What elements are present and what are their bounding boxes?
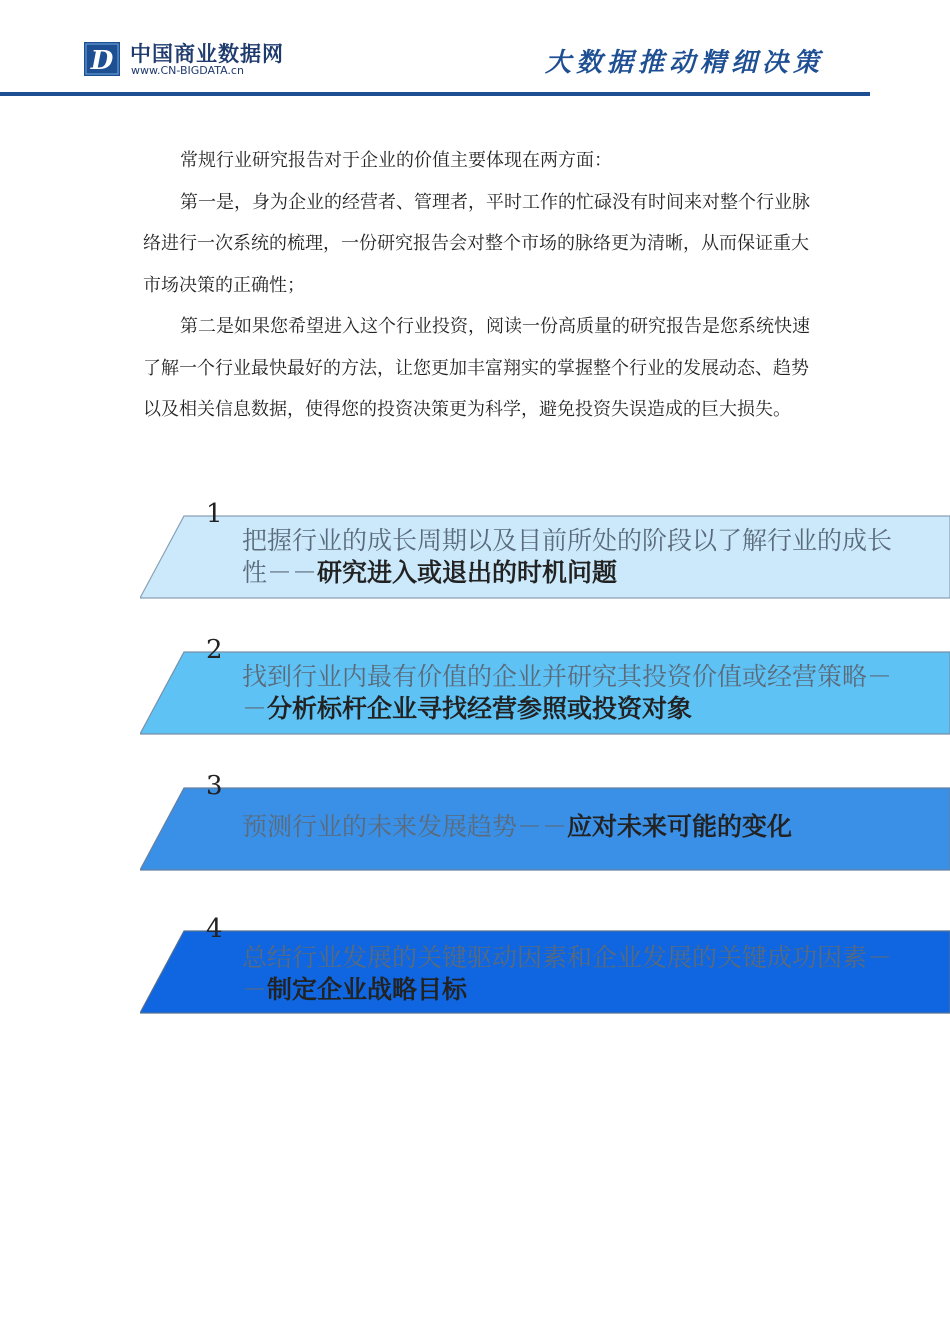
banner-text [242, 942, 912, 1006]
intro-paragraph-1: 常规行业研究报告对于企业的价值主要体现在两方面： [180, 150, 612, 171]
banner-text [242, 661, 912, 725]
banner-text [242, 811, 912, 843]
banner-bold-text: 制定企业战略目标 [267, 975, 468, 1004]
banner-text [242, 525, 912, 589]
banner-plain-text: 找到行业内最有价值的企业并研究其投资价值或经营策略－－ [242, 662, 893, 723]
logo-name: 中国商业数据网 [130, 42, 284, 66]
page-header [0, 0, 950, 100]
value-banner-4 [140, 914, 950, 1014]
value-banner-1 [140, 499, 950, 599]
header-divider [0, 92, 870, 96]
banner-number: 3 [206, 771, 223, 801]
logo-icon [84, 42, 120, 76]
intro-paragraph-3: 第二是如果您希望进入这个行业投资，阅读一份高质量的研究报告是您系统快速了解一个行业最快最好的方法，让您更加丰富翔实的掌握整个行业的发展动态、趋势以及相关信息数据，使得您的投资决策更为科学，避免投资失误造成的巨大损失。 [143, 316, 810, 420]
value-banner-2 [140, 635, 950, 735]
header-slogan: 大数据推动精细决策 [545, 48, 825, 78]
intro-text [143, 140, 813, 431]
banner-bold-text: 研究进入或退出的时机问题 [317, 558, 618, 587]
banner-number: 4 [206, 914, 223, 944]
banner-plain-text: 总结行业发展的关键驱动因素和企业发展的关键成功因素－－ [242, 943, 893, 1004]
banner-bold-text: 分析标杆企业寻找经营参照或投资对象 [267, 694, 693, 723]
logo-url: www.CN-BIGDATA.cn [131, 64, 244, 77]
intro-paragraph-2: 第一是，身为企业的经营者、管理者，平时工作的忙碌没有时间来对整个行业脉络进行一次系统的梳理，一份研究报告会对整个市场的脉络更为清晰，从而保证重大市场决策的正确性； [143, 191, 810, 296]
logo-letter: D [90, 46, 114, 76]
banner-bold-text: 应对未来可能的变化 [567, 812, 793, 841]
banner-number: 2 [206, 635, 223, 665]
banner-plain-text: 预测行业的未来发展趋势－－ [242, 812, 568, 841]
banner-plain-text: 把握行业的成长周期以及目前所处的阶段以了解行业的成长性－－ [242, 526, 893, 587]
banner-number: 1 [206, 499, 223, 529]
value-banner-3 [140, 771, 950, 871]
